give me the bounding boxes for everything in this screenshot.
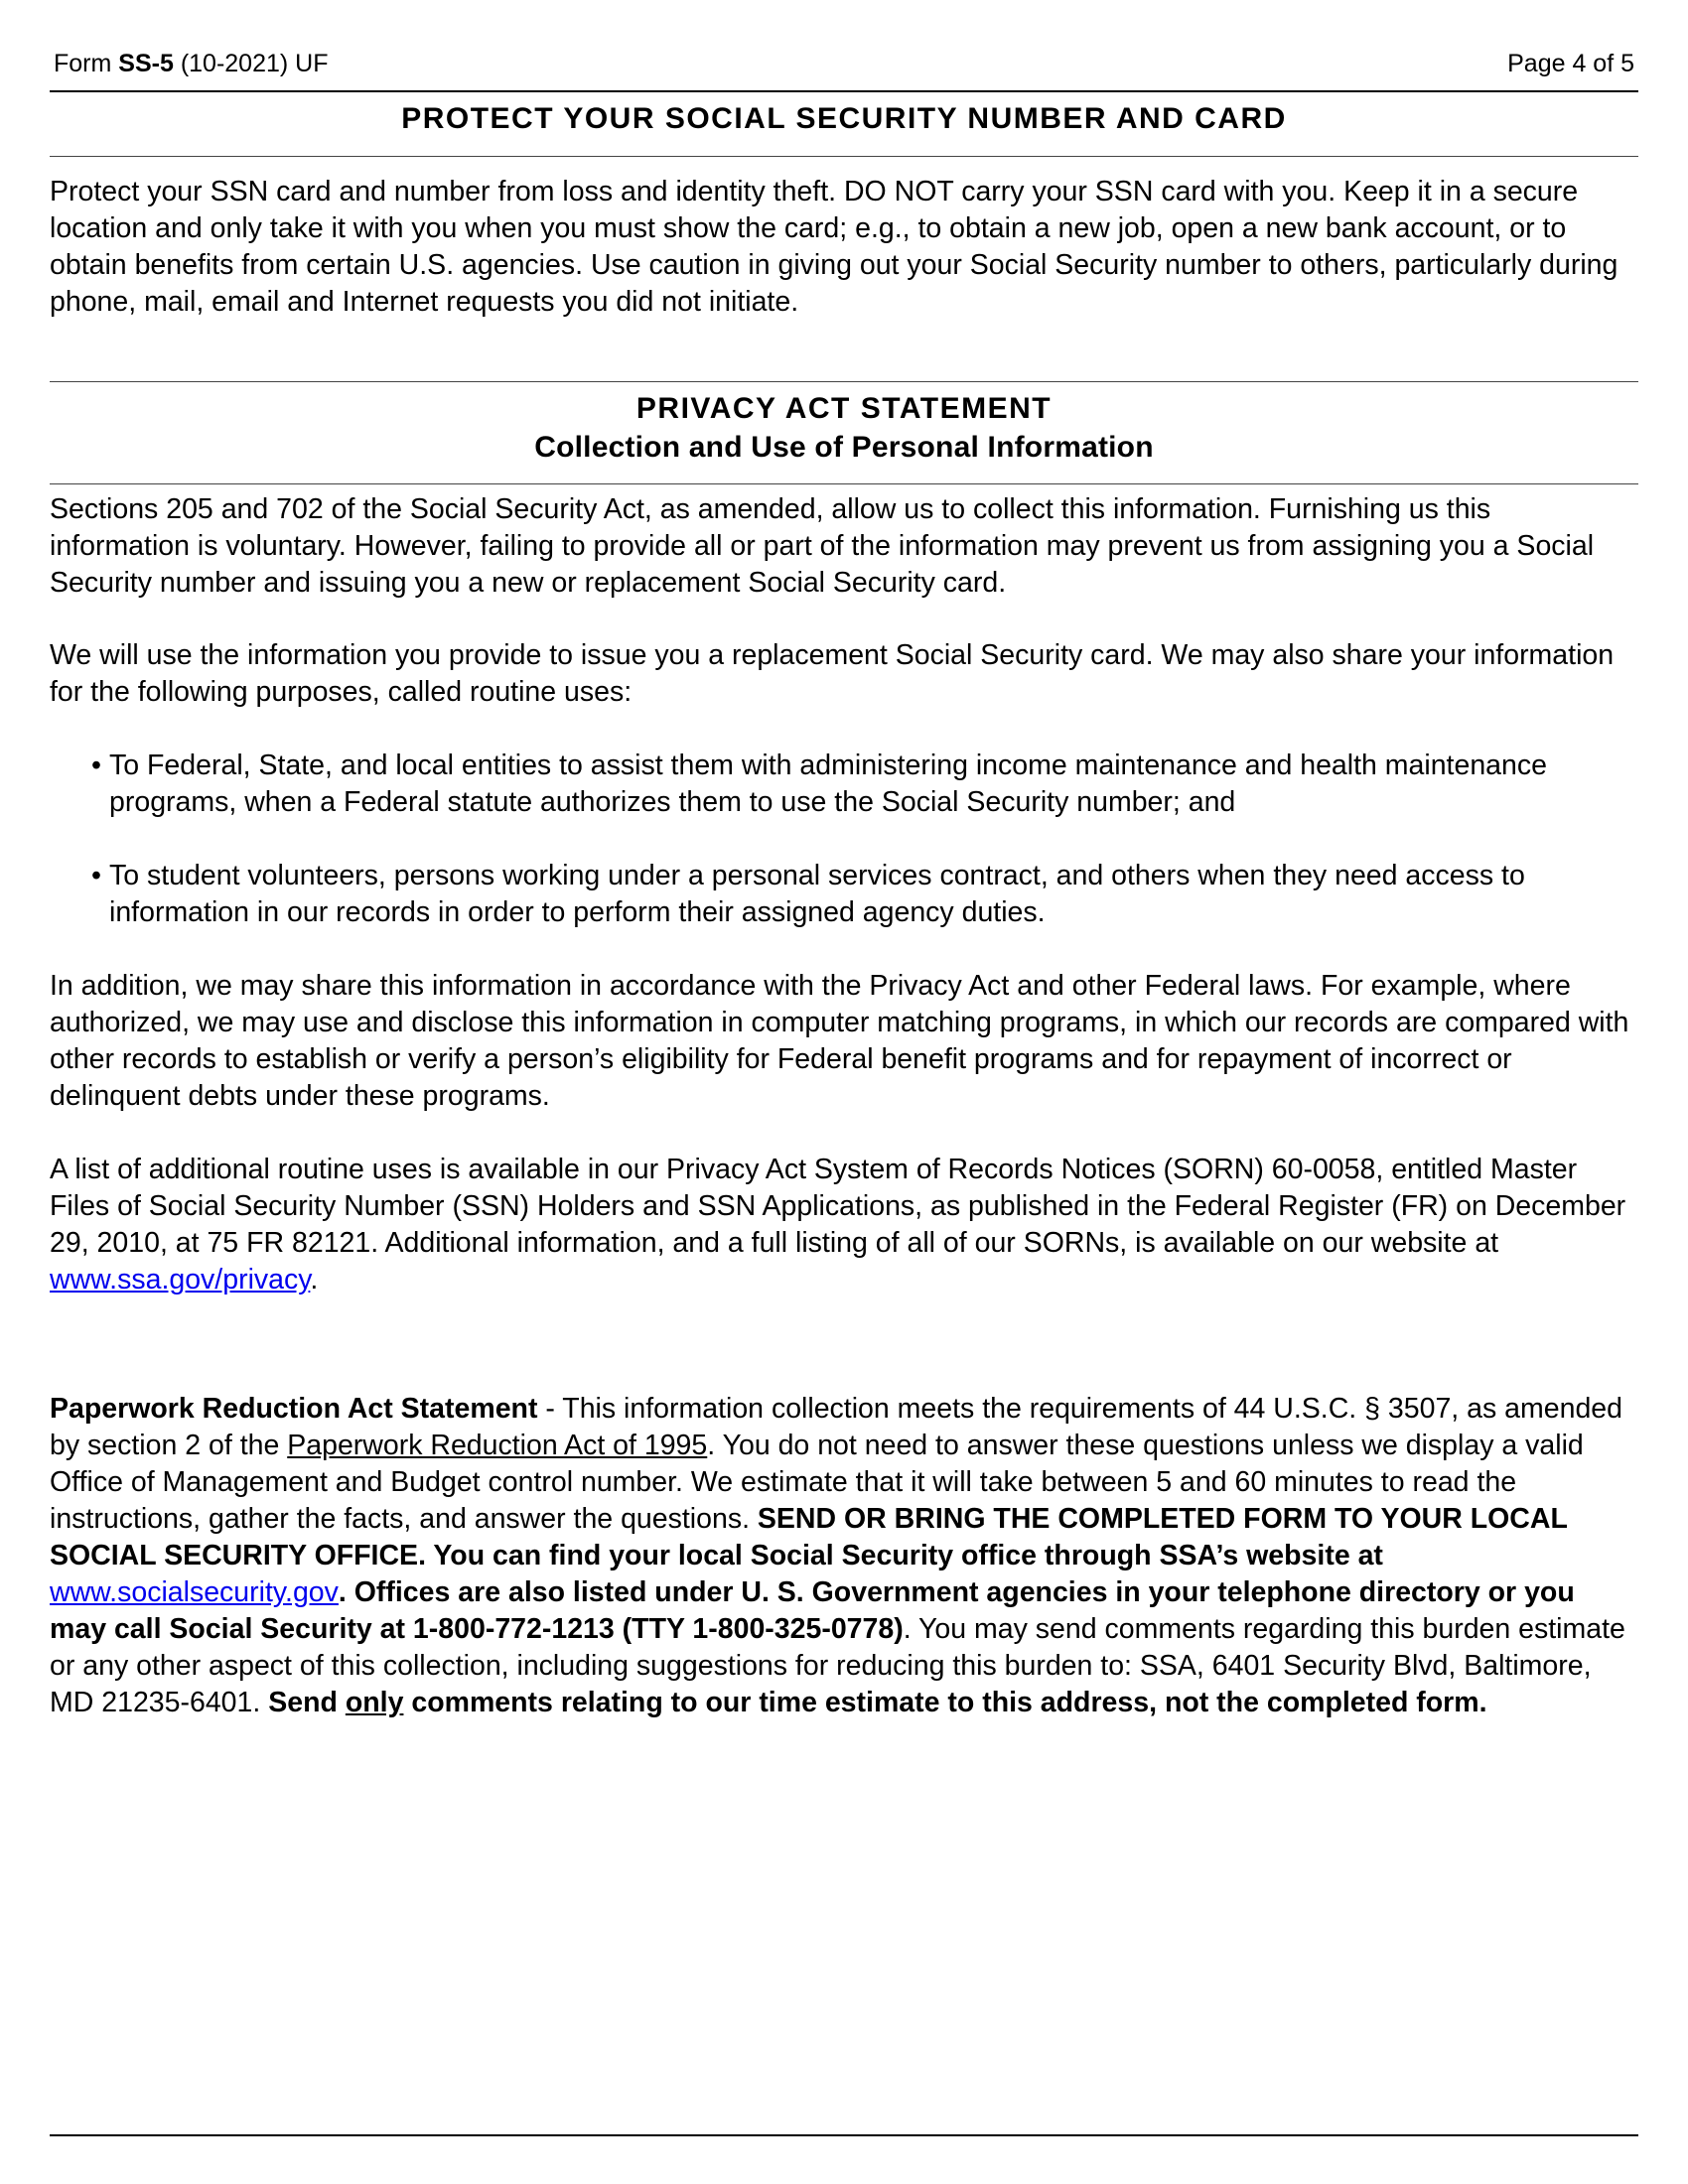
privacy-top-divider — [50, 381, 1638, 382]
privacy-section-title: PRIVACY ACT STATEMENT — [635, 392, 1053, 425]
paperwork-bold-2: . Offices are also listed under U. S. Government agencies in your telephone directory or you may call Social Security at 1-800-772-1213 (TTY 1-800-325-0778) — [50, 1576, 1575, 1645]
form-version: (10-2021) UF — [173, 50, 329, 77]
paperwork-label: Paperwork Reduction Act Statement — [50, 1393, 538, 1425]
page-header — [54, 50, 1634, 85]
paperwork-text-3: . You may send comments regarding this burden estimate or any other aspect of this collection, including suggestions for reducing this burden to: SSA, 6401 Security Blvd, Baltimore, MD 21235-6401. — [50, 1613, 1625, 1718]
header-divider — [50, 90, 1638, 92]
form-page — [50, 0, 1638, 2184]
bullet-icon: • — [91, 750, 101, 781]
paperwork-reduction-statement — [50, 1391, 1638, 1721]
page-number: Page 4 of 5 — [1507, 50, 1634, 77]
paperwork-bold-3b: comments relating to our time estimate to this address, not the completed form. — [403, 1687, 1487, 1718]
bullet-icon: • — [91, 860, 101, 891]
socialsecurity-gov-link[interactable]: www.socialsecurity.gov — [50, 1576, 339, 1608]
privacy-paragraph-3: In addition, we may share this information in accordance with the Privacy Act and other Federal laws. For example, where authorized, we may use and disclose this information in computer matching programs, in which our records are compared with other records to establish or verify a person’s eligibility for Federal benefit programs and for repayment of incorrect or delinquent debts under these programs. — [50, 970, 1629, 1112]
paperwork-text-2: . You do not need to answer these questions unless we display a valid Office of Management and Budget control number. We estimate that it will take between 5 and 60 minutes to read the instructions, gather the facts, and answer the questions. — [50, 1430, 1584, 1535]
protect-section-title: PROTECT YOUR SOCIAL SECURITY NUMBER AND CARD — [401, 102, 1287, 135]
list-item — [91, 858, 1640, 931]
form-code: SS-5 — [118, 50, 174, 77]
privacy-section-subtitle: Collection and Use of Personal Information — [534, 431, 1154, 464]
list-item-text: To Federal, State, and local entities to assist them with administering income maintenance and health maintenance programs, when a Federal statute authorizes them to use the Social Security number; and — [109, 750, 1547, 818]
privacy-title-divider — [50, 483, 1638, 484]
form-prefix: Form — [54, 50, 119, 77]
privacy-paragraph-4 — [50, 1152, 1638, 1298]
protect-title-divider — [50, 156, 1638, 157]
privacy-paragraph-4-end: . — [310, 1264, 319, 1296]
paperwork-bold-1: SEND OR BRING THE COMPLETED FORM TO YOUR LOCAL SOCIAL SECURITY OFFICE. You can find your local Social Security office through SSA’s website at — [50, 1503, 1568, 1571]
form-identifier — [54, 50, 329, 78]
paperwork-bold-underlined: only — [345, 1687, 404, 1718]
privacy-paragraph-2: We will use the information you provide to issue you a replacement Social Security card. We may also share your information for the following purposes, called routine uses: — [50, 639, 1615, 708]
footer-divider — [50, 2134, 1638, 2136]
paperwork-bold-3a: Send — [268, 1687, 346, 1718]
paperwork-text-1: - This information collection meets the requirements of 44 U.S.C. § 3507, as amended by section 2 of the — [50, 1393, 1623, 1461]
ssa-privacy-link[interactable]: www.ssa.gov/privacy — [50, 1264, 311, 1296]
protect-section-body: Protect your SSN card and number from loss and identity theft. DO NOT carry your SSN card with you. Keep it in a secure location and only take it with you when you must show the card; e.g., to obtain a new job, open a new bank account, or to obtain benefits from certain U.S. agencies. Use caution in giving out your Social Security number to others, particularly during phone, mail, email and Internet requests you did not initiate. — [50, 176, 1618, 318]
list-item — [91, 748, 1640, 821]
privacy-paragraph-1: Sections 205 and 702 of the Social Security Act, as amended, allow us to collect this information. Furnishing us this information is voluntary. However, failing to provide all or part of the information may prevent us from assigning you a Social Security number and issuing you a new or replacement Social Security card. — [50, 493, 1595, 599]
privacy-paragraph-4-text: A list of additional routine uses is available in our Privacy Act System of Records Notices (SORN) 60-0058, entitled Master Files of Social Security Number (SSN) Holders and SSN Applications, as published in the Federal Register (FR) on December 29, 2010, at 75 FR 82121. Additional information, and a full listing of all of our SORNs, is available on our website at — [50, 1154, 1626, 1259]
list-item-text: To student volunteers, persons working under a personal services contract, and others when they need access to information in our records in order to perform their assigned agency duties. — [109, 860, 1525, 928]
paperwork-act-name: Paperwork Reduction Act of 1995 — [287, 1430, 708, 1461]
routine-uses-list — [91, 748, 1640, 931]
